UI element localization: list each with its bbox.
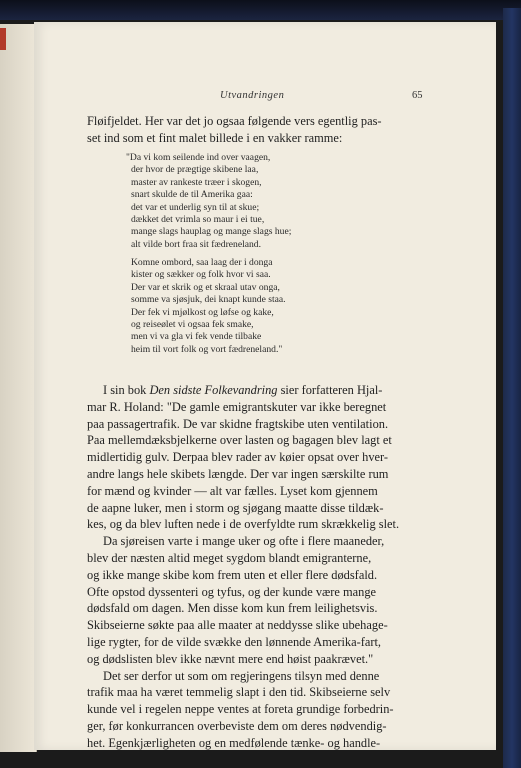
book-cover-edge [503, 8, 521, 768]
text-line: paa passagertrafik. De var skidne fragtskibe uten ventilation. [87, 416, 389, 431]
poem-line: der hvor de prægtige skibene laa, [131, 164, 259, 176]
text-line: kunde vel i regelen neppe ventes at foreta grundige forbedrin- [87, 702, 394, 717]
text-line: for mænd og kvinder — alt var fælles. Lyset kom gjennem [87, 483, 378, 498]
poem-line: heim til vort folk og vort fædreneland." [131, 343, 283, 355]
text-line: midlertidig gulv. Derpaa blev rader av køier opsat over hver- [87, 450, 389, 465]
poem-line: "Da vi kom seilende ind over vaagen, [126, 152, 271, 163]
poem-stanza-2 [126, 257, 406, 356]
text-line: dødsfald om dagen. Men disse kom kun frem leilighetsvis. [87, 601, 378, 616]
poem-line: og reiseølet vi ogsaa fek smake, [131, 319, 254, 331]
book-cover-top [0, 0, 521, 20]
book-page [34, 22, 496, 750]
poem-line: mange slags hauplag og mange slags hue; [131, 226, 292, 238]
text-line: og ikke mange skibe kom frem uten et eller flere dødsfald. [87, 567, 378, 582]
intro-paragraph [87, 113, 430, 147]
poem-line: snart skulde de til Amerika gaa: [131, 189, 253, 201]
text-line [87, 382, 430, 399]
text-line: Ofte opstod dyssenteri og tyfus, og der kunde være mange [87, 584, 377, 599]
text-line: lige rygter, for de vilde svække den lønnende Amerika-fart, [87, 634, 382, 649]
bookmark-ribbon [0, 28, 6, 50]
text-fragment: sier forfatteren Hjal- [277, 383, 383, 397]
page-header [34, 90, 496, 106]
poem-stanza-1 [126, 152, 406, 251]
poem-line: Der fek vi mjølkost og løfse og kake, [131, 306, 274, 318]
text-line: de aapne luker, men i storm og sjøgang maatte disse tildæk- [87, 500, 384, 515]
text-line: og dødslisten blev ikke nævnt mere end høist paakrævet." [87, 651, 374, 666]
text-line: mar R. Holand: "De gamle emigrantskuter var ikke beregnet [87, 399, 387, 414]
page-number: 65 [412, 90, 423, 101]
text-fragment: I sin bok [103, 383, 150, 397]
poem-line: kister og sækker og folk hvor vi saa. [131, 269, 271, 281]
text-line: Skibseierne søkte paa alle maater at neddysse slike ubehage- [87, 618, 388, 633]
poem-line: Komne ombord, saa laag der i donga [131, 257, 273, 268]
running-title: Utvandringen [220, 90, 285, 101]
body-paragraphs [87, 382, 430, 752]
poem-line: det var et underlig syn til at skue; [131, 201, 260, 213]
poem-line: somme va sjøsjuk, dei knapt kunde staa. [131, 294, 286, 306]
poem-line: men vi va gla vi fek vende tilbake [131, 331, 262, 343]
text-line: blev der næsten altid meget sygdom blandt emigranterne, [87, 550, 372, 565]
text-line: kes, og da blev luften nede i de overfyldte rum skrækkelig slet. [87, 517, 400, 532]
text-line: set ind som et fint malet billede i en vakker ramme: [87, 130, 343, 145]
text-line: andre langs hele skibets længde. Der var ingen særskilte rum [87, 466, 389, 481]
poem-line: alt vilde bort fraa sit fædreneland. [131, 238, 262, 250]
poem-line: dækket det vrimla so maur i ei tue, [131, 214, 265, 226]
facing-page [0, 24, 37, 752]
book-title: Den sidste Folkevandring [149, 383, 278, 397]
text-line: Da sjøreisen varte i mange uker og ofte i flere maaneder, [103, 534, 385, 549]
text-line: Paa mellemdæksbjelkerne over lasten og bagagen blev lagt et [87, 433, 392, 448]
text-line: ger, før konkurrancen overbeviste dem om deres nødvendig- [87, 718, 387, 733]
text-line: Det ser derfor ut som om regjeringens tilsyn med denne [103, 668, 380, 683]
text-line: Fløifjeldet. Her var det jo ogsaa følgende vers egentlig pas- [87, 114, 382, 128]
poem-line: master av rankeste træer i skogen, [131, 176, 262, 188]
text-line: het. Egenkjærligheten og en medfølende tænke- og handle- [87, 735, 381, 750]
text-line: trafik maa ha været temmelig slapt i den tid. Skibseierne selv [87, 685, 391, 700]
poem-line: Der var et skrik og et skraal utav onga, [131, 281, 280, 293]
